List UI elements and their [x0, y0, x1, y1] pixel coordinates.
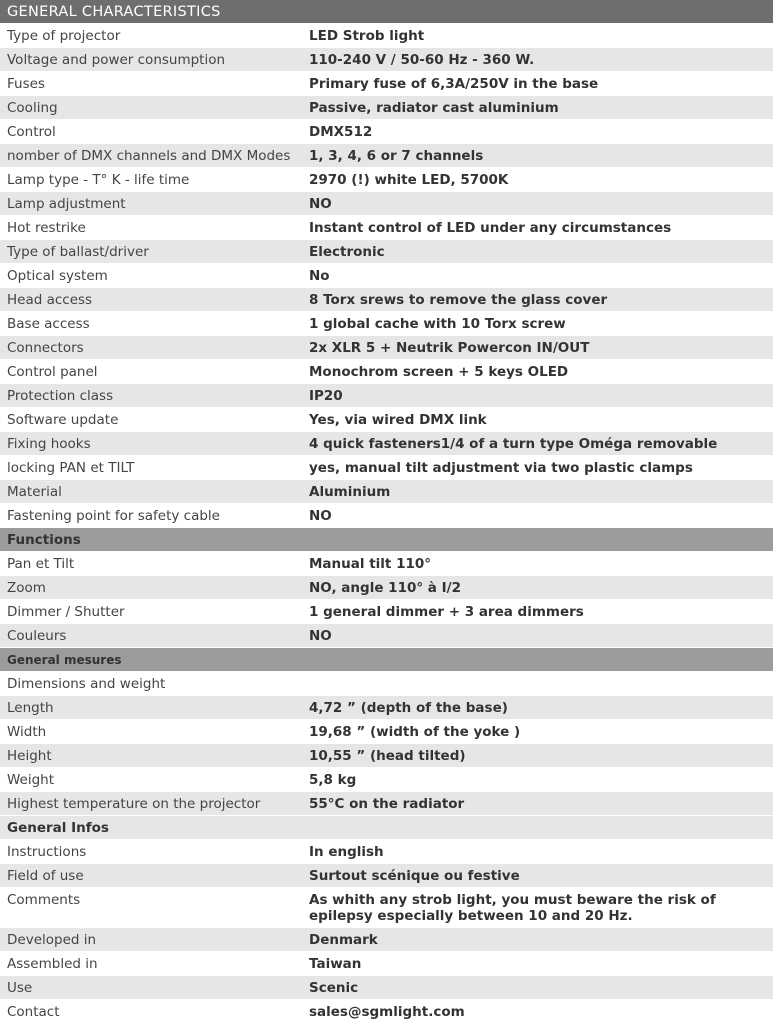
- spec-label: Zoom: [7, 579, 46, 596]
- spec-label: nomber of DMX channels and DMX Modes: [7, 147, 291, 164]
- spec-value: NO: [309, 627, 332, 644]
- spec-label: Fixing hooks: [7, 435, 91, 452]
- spec-row: [0, 360, 773, 384]
- spec-value: 110-240 V / 50-60 Hz - 360 W.: [309, 51, 535, 68]
- spec-row: [0, 72, 773, 96]
- spec-value: 55°C on the radiator: [309, 795, 465, 812]
- spec-value: LED Strob light: [309, 27, 425, 44]
- spec-row: [0, 432, 773, 456]
- spec-label: Lamp adjustment: [7, 195, 126, 212]
- spec-row: [0, 576, 773, 600]
- spec-row: [0, 952, 773, 976]
- spec-row: [0, 624, 773, 648]
- spec-row: [0, 288, 773, 312]
- spec-label: Connectors: [7, 339, 84, 356]
- spec-label: Cooling: [7, 99, 58, 116]
- spec-value: sales@sgmlight.com: [309, 1003, 465, 1020]
- spec-value: Surtout scénique ou festive: [309, 867, 520, 884]
- spec-label: Width: [7, 723, 47, 740]
- spec-value: Aluminium: [309, 483, 391, 500]
- spec-row: [0, 672, 773, 696]
- spec-value: Taiwan: [309, 955, 362, 972]
- spec-value: 1 global cache with 10 Torx screw: [309, 315, 566, 332]
- spec-row: [0, 504, 773, 528]
- spec-row: [0, 840, 773, 864]
- spec-row: [0, 48, 773, 72]
- spec-row: [0, 96, 773, 120]
- spec-value: 2x XLR 5 + Neutrik Powercon IN/OUT: [309, 339, 590, 356]
- spec-label: Assembled in: [7, 955, 98, 972]
- spec-value: 1, 3, 4, 6 or 7 channels: [309, 147, 484, 164]
- spec-value: Scenic: [309, 979, 359, 996]
- spec-label: Highest temperature on the projector: [7, 795, 261, 812]
- section-header: GENERAL CHARACTERISTICS: [0, 0, 773, 24]
- spec-row: [0, 336, 773, 360]
- spec-value: Electronic: [309, 243, 385, 260]
- spec-row: [0, 600, 773, 624]
- spec-row: [0, 240, 773, 264]
- spec-row: [0, 792, 773, 816]
- spec-value: 10,55 ” (head tilted): [309, 747, 466, 764]
- spec-label: Use: [7, 979, 33, 996]
- spec-label: Protection class: [7, 387, 114, 404]
- spec-value: Primary fuse of 6,3A/250V in the base: [309, 75, 599, 92]
- spec-label: Instructions: [7, 843, 87, 860]
- spec-row: [0, 928, 773, 952]
- spec-value: yes, manual tilt adjustment via two plastic clamps: [309, 459, 693, 476]
- section-header: Functions: [0, 528, 773, 552]
- spec-label: Type of ballast/driver: [7, 243, 149, 260]
- spec-row: [0, 480, 773, 504]
- spec-row: [0, 768, 773, 792]
- spec-value: DMX512: [309, 123, 373, 140]
- spec-row: [0, 312, 773, 336]
- spec-value: Yes, via wired DMX link: [309, 411, 487, 428]
- spec-value: No: [309, 267, 330, 284]
- spec-row: [0, 864, 773, 888]
- spec-value: Monochrom screen + 5 keys OLED: [309, 363, 569, 380]
- spec-value: 4,72 ” (depth of the base): [309, 699, 508, 716]
- spec-value: NO, angle 110° à I/2: [309, 579, 461, 596]
- spec-value: 8 Torx srews to remove the glass cover: [309, 291, 608, 308]
- spec-value: IP20: [309, 387, 343, 404]
- spec-label: Material: [7, 483, 62, 500]
- spec-row: [0, 192, 773, 216]
- spec-row: [0, 696, 773, 720]
- spec-label: Field of use: [7, 867, 84, 884]
- spec-row: [0, 120, 773, 144]
- spec-row: [0, 976, 773, 1000]
- spec-value: NO: [309, 507, 332, 524]
- spec-value: 19,68 ” (width of the yoke ): [309, 723, 521, 740]
- spec-label: Length: [7, 699, 54, 716]
- spec-row: [0, 552, 773, 576]
- spec-label: Height: [7, 747, 52, 764]
- spec-row: [0, 456, 773, 480]
- spec-row: [0, 216, 773, 240]
- spec-value: 4 quick fasteners1/4 of a turn type Oméga removable: [309, 435, 718, 452]
- spec-label: Control panel: [7, 363, 98, 380]
- spec-row: [0, 168, 773, 192]
- spec-value: 1 general dimmer + 3 area dimmers: [309, 603, 584, 620]
- spec-row: [0, 384, 773, 408]
- spec-row: [0, 888, 773, 928]
- spec-row: [0, 744, 773, 768]
- spec-value: NO: [309, 195, 332, 212]
- spec-label: Voltage and power consumption: [7, 51, 226, 68]
- spec-label: Head access: [7, 291, 93, 308]
- spec-label: Fastening point for safety cable: [7, 507, 220, 524]
- spec-row: [0, 720, 773, 744]
- spec-label: Type of projector: [7, 27, 121, 44]
- spec-label: Dimensions and weight: [7, 675, 166, 692]
- spec-label: locking PAN et TILT: [7, 459, 135, 476]
- spec-row: [0, 264, 773, 288]
- spec-row: [0, 1000, 773, 1024]
- spec-label: Contact: [7, 1003, 60, 1020]
- spec-label: Optical system: [7, 267, 108, 284]
- spec-value: Instant control of LED under any circumstances: [309, 219, 672, 236]
- spec-row: [0, 24, 773, 48]
- section-header: General mesures: [0, 648, 773, 672]
- spec-label: Software update: [7, 411, 119, 428]
- spec-value: In english: [309, 843, 384, 860]
- spec-value: Denmark: [309, 931, 378, 948]
- spec-label: Base access: [7, 315, 90, 332]
- spec-label: Pan et Tilt: [7, 555, 75, 572]
- spec-row: [0, 408, 773, 432]
- spec-label: Couleurs: [7, 627, 67, 644]
- spec-value: 5,8 kg: [309, 771, 357, 788]
- spec-value: Passive, radiator cast aluminium: [309, 99, 559, 116]
- spec-value: As whith any strob light, you must beware the risk of epilepsy especially between 10 and 20 Hz.: [309, 892, 716, 924]
- spec-label: Hot restrike: [7, 219, 86, 236]
- spec-label: Control: [7, 123, 56, 140]
- spec-value: 2970 (!) white LED, 5700K: [309, 171, 509, 188]
- spec-value: Manual tilt 110°: [309, 555, 431, 572]
- spec-row: [0, 144, 773, 168]
- section-header: General Infos: [0, 816, 773, 840]
- spec-label: Weight: [7, 771, 55, 788]
- spec-label: Developed in: [7, 931, 97, 948]
- spec-label: Lamp type - T° K - life time: [7, 171, 190, 188]
- spec-label: Dimmer / Shutter: [7, 603, 125, 620]
- spec-label: Fuses: [7, 75, 45, 92]
- spec-label: Comments: [7, 892, 81, 908]
